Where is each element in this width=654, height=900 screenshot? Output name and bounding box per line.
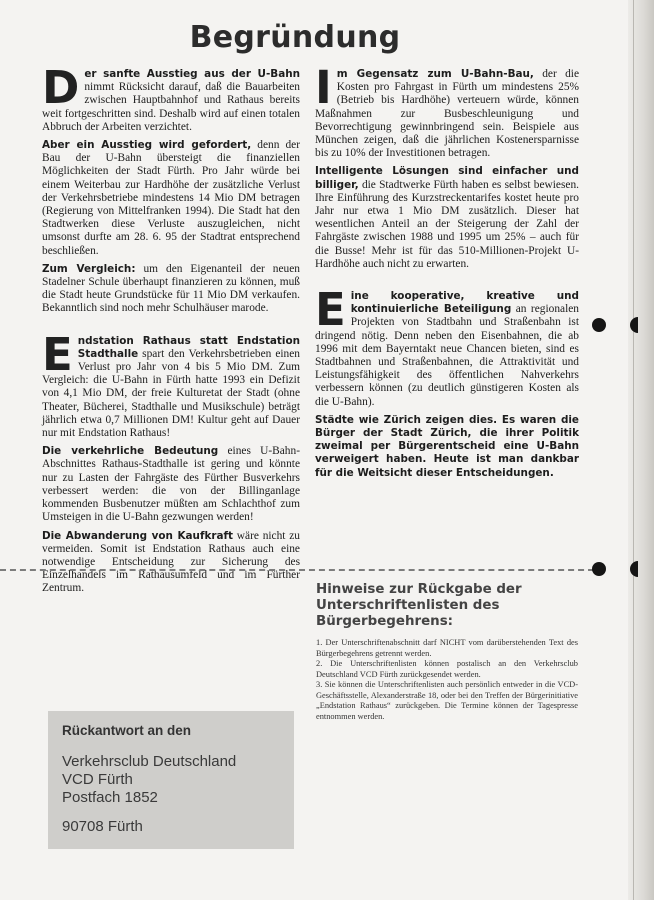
page-title: Begründung [189, 20, 401, 55]
hinweise-title: Hinweise zur Rückgabe der Unterschriftenlisten des Bürgerbegehrens: [316, 582, 522, 629]
body-text: eines U-Bahn-Abschnittes Rathaus-Stadthalle ist gering und könnte nur zu Lasten der Fahrgäste des Fürther Busverkehrs verbessert werden: die von der Billinganlage kommenden Busbenutzer müßten am Schlachthof zum Umsteigen in die U-Bahn gezwungen werden! [42, 445, 300, 524]
lead-text: Zum Vergleich: [42, 262, 136, 275]
lead-text: Intelligente Lösungen sind einfacher und billiger, [315, 165, 579, 191]
punch-hole [592, 562, 606, 576]
paragraph-vergleich [42, 263, 300, 316]
lead-text: ndstation Rathaus statt Endstation Stadthalle [77, 334, 300, 360]
dropcap: E [42, 327, 73, 381]
body-text: die Stadtwerke Fürth haben es selbst bewiesen. Ihre Einführung des Kurzstreckentarifes kostet heute pro Jahr nur etwa 1 Mio DM zusätzlich. Dieser hat wesentlichen Anteil an der Steigerung der Zahl der Fahrgäste zwischen 1988 und 1995 um 25% – auch für die Busse! Mehr ist für das 510-Millionen-Projekt U-Hardhöhe auch nicht zu erwarten. [315, 178, 579, 270]
hinweise-section [316, 582, 578, 722]
hinweise-item: 3. Sie können die Unterschriftenlisten auch persönlich entweder in die VCD-Geschäftsstelle, Alexanderstraße 18, oder bei den Treffen der Bürgerinitiative „Endstation Rathaus“ zurückgeben. Die Termine können der Tagespresse entnommen werden. [316, 680, 578, 721]
paragraph-kooperative-beteiligung [315, 283, 579, 409]
address-line: Postfach 1852 [62, 789, 158, 806]
lead-text: Die verkehrliche Bedeutung [42, 445, 219, 458]
lead-text: m Gegensatz zum U-Bahn-Bau, [336, 68, 534, 80]
paragraph-sanfter-ausstieg [42, 61, 300, 134]
page-edge-line [633, 0, 634, 900]
punch-hole [592, 318, 606, 332]
body-text: nimmt Rücksicht darauf, daß die Bauarbeiten zwischen Hauptbahnhof und Rathaus bereits weit fortgeschritten sind. Deshalb wird auf einen totalen Abbruch der Arbeiten verzichtet. [42, 81, 300, 133]
paragraph-gegensatz-u-bahn [315, 61, 580, 160]
paragraph-ausstieg-gefordert [42, 139, 300, 258]
paragraph-intelligente-loesungen [315, 165, 579, 271]
lead-text: er sanfte Ausstieg aus der U-Bahn [84, 68, 300, 80]
body-text: wäre nicht zu vermeiden. Somit ist Endstation Rathaus auch eine notwendige Entscheidung zur Sicherung des Einzelhandels im Rathausumfeld und im Fürther Zentrum. [42, 529, 300, 595]
right-column [315, 61, 580, 485]
lead-text: Die Abwanderung von Kaufkraft [42, 529, 234, 542]
address-line: Verkehrsclub Deutschland [62, 753, 237, 770]
paragraph-verkehrliche-bedeutung [42, 445, 300, 524]
body-text: spart den Verkehrsbetrieben einen Verlust pro Jahr von 4 bis 5 Mio DM. Zum Vergleich: die U-Bahn in Fürth hatte 1993 ein Defizit von 4,1 Mio DM, der freie Kulturetat der Stadt (ohne Theater, Bücherei, Stadthalle und Musikschule) beträgt jährlich etwa 0,7 Millionen DM! Kultur geht auf Dauer nur mit Endstation Rathaus! [42, 347, 300, 440]
body-text: denn der Bau der U-Bahn übersteigt die finanziellen Möglichkeiten der Stadt Fürth. Pro Jahr würde bei einem Weiterbau zur Hardhöhe der zusätzliche Verlust der Verkehrsbetriebe mindestens 14 Mio DM betragen (Regierung von Mittelfranken 1994). Die Stadt hat den Stadtwerken diese Verluste auszugleichen, nicht umsonst durfte am 28. 6. 95 der Stadtrat entsprechend beschließen. [42, 139, 300, 257]
spacer [315, 276, 579, 290]
cut-line [0, 569, 604, 571]
page-edge [628, 0, 654, 900]
address-postcode: 90708 Fürth [62, 818, 143, 835]
dropcap: I [315, 61, 332, 114]
dropcap: E [315, 283, 346, 337]
hinweise-item: 1. Der Unterschriftenabschnitt darf NICHT vom darüberstehenden Text des Bürgerbegehrens getrennt werden. [316, 638, 578, 658]
lead-text: Aber ein Ausstieg wird gefordert, [42, 139, 252, 152]
left-column [42, 61, 300, 601]
hinweise-item: 2. Die Unterschriftenlisten können postalisch an den Verkehrsclub Deutschland VCD Fürth zurückgesendet werden. [316, 659, 578, 679]
reply-address-box [48, 711, 294, 849]
body-text: um den Eigenanteil der neuen Stadelner Schule überhaupt finanzieren zu können, muß die Stadt heute Grundstücke für 11 Mio DM verkaufen. Bekanntlich sind noch mehr Schulhäuser marode. [42, 262, 300, 315]
paragraph-endstation-rathaus [42, 327, 300, 441]
paragraph-zuerich [315, 414, 579, 480]
address-line: VCD Fürth [62, 771, 133, 788]
body-text: der die Kosten pro Fahrgast in Fürth um mindestens 25% (Betrieb bis Hardhöhe) verteuern würde, können Maßnahmen zur Busbeschleunigung und Bevorrechtigung gewinnbringend sein. Beispiele aus München zeigen, daß die jährlichen Kostenersparnisse bis zu 10% der Investitionen betragen. [315, 68, 580, 160]
spacer [42, 321, 300, 335]
dropcap: D [42, 61, 80, 114]
reply-title: Rückantwort an den [62, 723, 192, 738]
lead-text: ine kooperative, kreative und kontinuierliche Beteiligung [350, 290, 579, 316]
lead-text: Städte wie Zürich zeigen dies. Es waren die Bürger der Stadt Zürich, die ihrer Politik zweimal per Bürgerentscheid eine U-Bahn verweigert haben. Heute ist man dankbar für die Weitsicht dieser Entscheidungen. [315, 413, 579, 479]
body-text: an regionalen Projekten von Stadtbahn und Straßenbahn ist dringend nötig. Denn neben den Eisenbahnen, die ab 1996 mit dem Bayerntakt neue Chancen bieten, sind es Stadtbahnen und Straßenbahnen, die Attraktivität und Leistungsfähigkeit des öffentlichen Nahverkehrs verbessern können (zu deutlich günstigeren Kosten als die U-Bahn). [315, 303, 579, 408]
paragraph-abwanderung-kaufkraft [42, 530, 300, 596]
